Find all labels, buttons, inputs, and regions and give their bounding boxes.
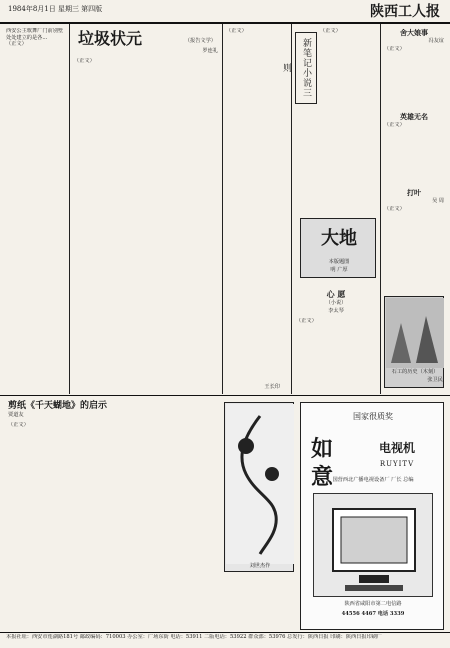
art-block-name: 大地 [321,228,357,249]
novel-body: （正文） [320,28,341,34]
paper-cut-illustration-box [224,402,294,572]
poem-byline: 李太琴 [328,308,344,314]
tv-icon [315,495,433,597]
essay-headline: 垃圾状元 [78,29,143,48]
essay-byline: 罗连礼 [202,48,218,54]
ad-image [313,493,433,597]
woodcut-artist: 张卫民 [427,377,443,383]
woodcut [384,296,444,388]
ad-brand-cn: 如意 [311,436,334,490]
ad-bottom-line: 陕西省咸阳市第二电信路 [344,601,402,607]
paper-name: 陕西工人报 [370,4,440,20]
col-right-mid-body: （正文） [384,206,405,212]
middle-body: （正文） [226,28,247,34]
novel-label: 新笔记小说三则 [295,32,317,104]
ad-brand-en: RUYITV [379,460,415,468]
paper-cut-body: （正文） [8,422,29,428]
art-block [300,218,376,278]
ad [300,402,444,630]
ad-maker: 国营西北广播电视设备厂 厂长 总编 [332,477,414,483]
paper-cut-byline: 贾道友 [8,412,24,418]
paper-cut-illustration-caption: 刘世杰作 [249,563,271,569]
col1-body: 西安公主歌舞厂门前别墅处处建立的是各... （正文） [6,28,64,48]
col-top-right-a-body: （正文） [384,46,405,52]
date-line: 1984年8月1日 星期三 第四版 [8,5,103,13]
col-top-right-a-byline: 冯友谊 [428,38,444,44]
footer-line: 本报社址：西安市莲湖路181号 邮政编码：710003 办公室：广场东街 电话：53911 二版电话：53922 群众部：53976 总发行：陕西日报 印刷：陕西日报印刷厂 [6,634,383,640]
art-block-caption: 本版题图 [328,259,350,265]
ad-phone: 44556 4467 电话 3339 [341,611,405,617]
middle-signoff: 王长印 [264,384,280,390]
woodcut-caption: 石工的历史（木刻） [391,369,439,375]
woodcut-illustration [386,298,444,368]
poem-body: （正文） [296,318,317,324]
essay-subtitle: （报告文学） [184,38,216,44]
col-right-mid-byline: 吴 周 [431,198,444,204]
paper-cut-title: 剪纸《千天蝴地》的启示 [8,401,108,411]
col-top-right-a-title: 舍大娘事 [400,28,428,37]
col-top-right-b-title: 英雄无名 [400,112,428,121]
col-right-mid-title: 打叶 [407,188,421,197]
paper-cut-illustration [226,404,294,564]
art-block-caption2: 明 广厚 [330,267,348,273]
poem-subtitle: （小说） [325,300,347,306]
poem-title: 心 愿 [326,289,346,299]
col-top-right-b-body: （正文） [384,122,405,128]
essay-body: （正文） [74,58,95,64]
ad-header: 国家很质奖 [353,412,393,421]
ad-product: 电视机 [378,441,415,455]
